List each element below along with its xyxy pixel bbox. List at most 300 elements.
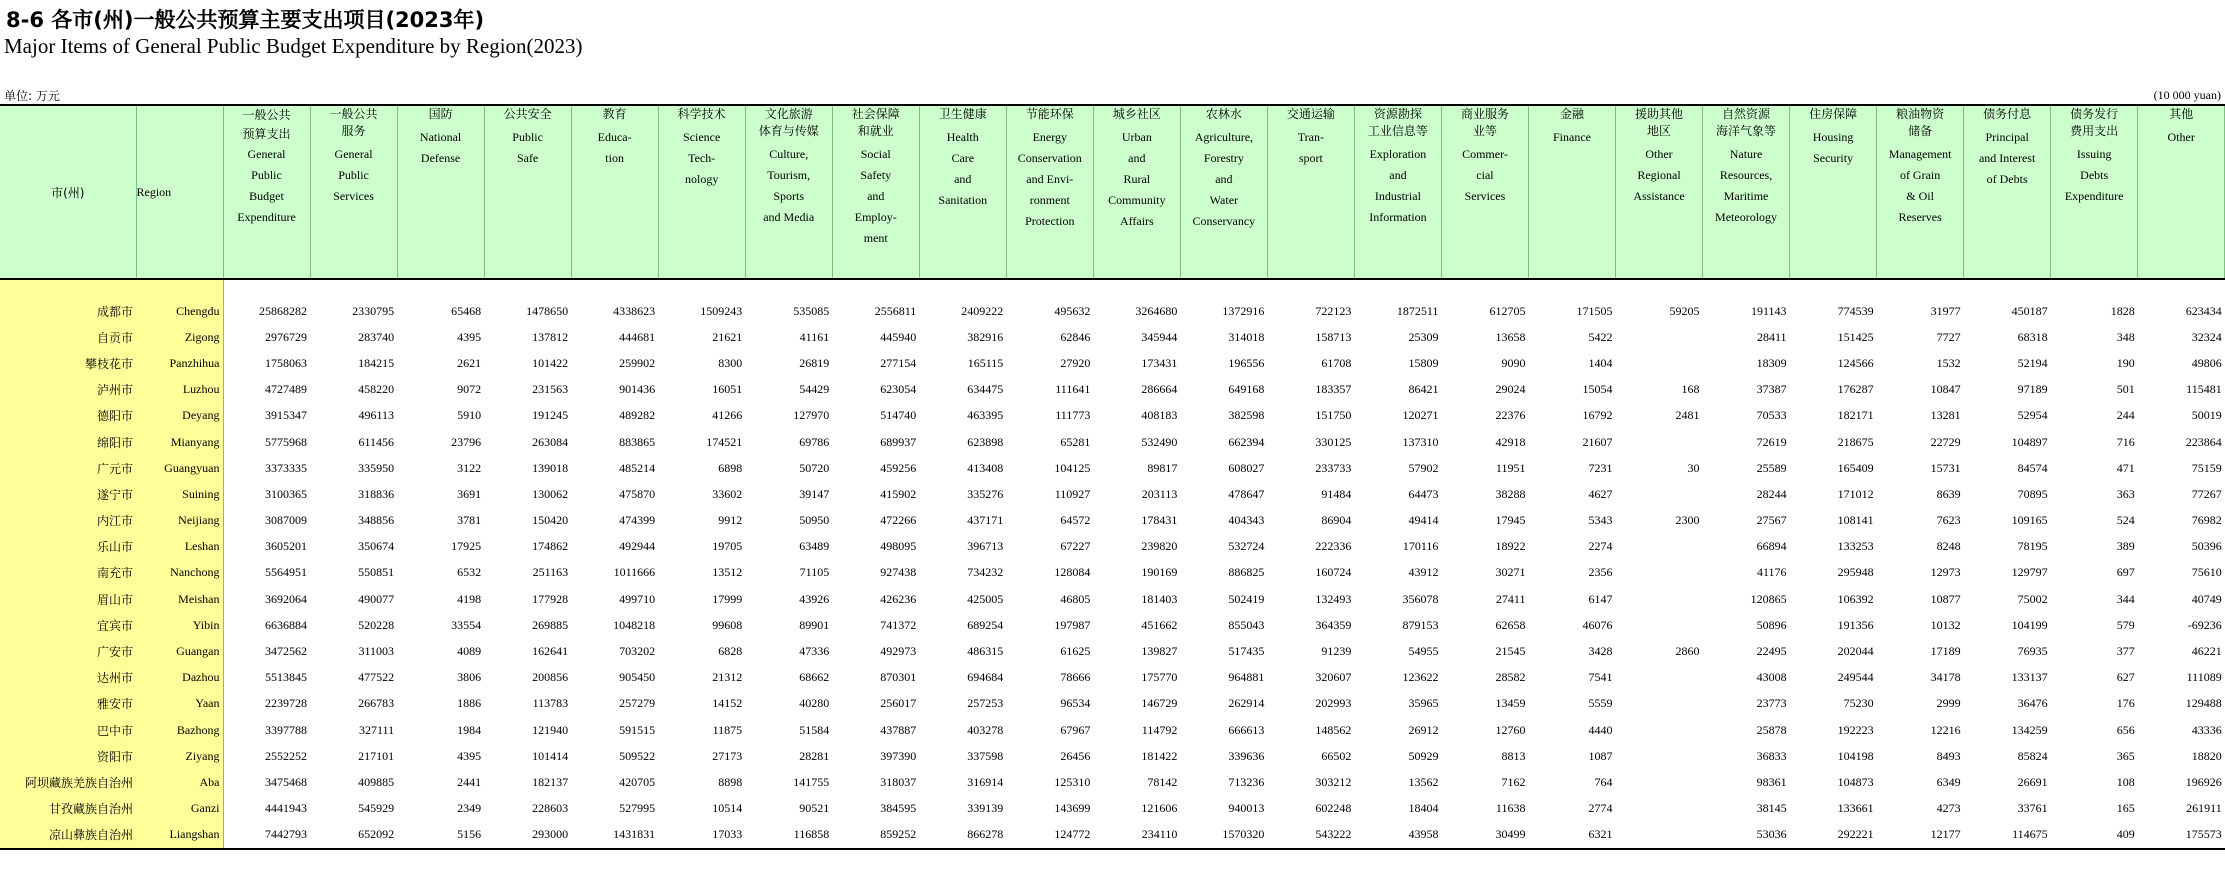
region-name-en: Mianyang [136, 429, 223, 455]
table-cell: 866278 [919, 822, 1006, 849]
table-cell: 143699 [1054, 801, 1091, 816]
table-cell: 98361 [1756, 774, 1787, 789]
header-col-label-cn: 节能环保 [1025, 107, 1074, 121]
header-col-label-en: Exploration and Industrial Information [1369, 147, 1427, 224]
region-name-cn: 乐山市 [0, 534, 136, 560]
table-cell: 90521 [799, 801, 830, 816]
table-cell: 2976729 [265, 329, 308, 344]
table-cell: 8813 [1501, 748, 1526, 763]
table-cell: 7442793 [223, 822, 310, 849]
table-cell: 196556 [1228, 355, 1265, 370]
table-cell: 451662 [1141, 617, 1178, 632]
table-cell: 182137 [532, 774, 569, 789]
header-region-en: Region [136, 105, 223, 279]
table-cell: 10877 [1930, 591, 1961, 606]
table-cell: 111089 [2186, 670, 2222, 685]
table-cell: 2552252 [265, 748, 308, 763]
table-cell: 471 [2116, 460, 2135, 475]
table-cell: 689254 [967, 617, 1004, 632]
region-name-cn: 遂宁市 [0, 481, 136, 507]
table-cell: 170116 [1402, 539, 1439, 554]
table-row [0, 638, 2225, 664]
table-cell: 3691 [457, 486, 482, 501]
table-cell: 43336 [2191, 722, 2222, 737]
header-col-label-en: Educa- tion [597, 130, 632, 165]
table-cell: 171505 [1576, 303, 1613, 318]
table-cell: 197987 [1054, 617, 1091, 632]
table-cell: 327111 [358, 722, 395, 737]
table-cell: 89817 [1147, 460, 1178, 475]
table-cell: 579 [2116, 617, 2135, 632]
table-cell: 335950 [358, 460, 395, 475]
header-col-label-cn: 农林水 [1205, 107, 1242, 121]
table-row [0, 665, 2225, 691]
header-col-22 [2138, 105, 2225, 279]
table-row [0, 586, 2225, 612]
table-cell: 3264680 [1135, 303, 1178, 318]
table-cell: 160724 [1315, 565, 1352, 580]
table-cell: 602248 [1315, 801, 1352, 816]
table-cell: 104125 [1054, 460, 1091, 475]
table-cell: 21621 [712, 329, 743, 344]
table-cell: 130062 [532, 486, 569, 501]
table-cell: 1372916 [1222, 303, 1265, 318]
table-cell: 175770 [1141, 670, 1178, 685]
table-cell: 50720 [799, 460, 830, 475]
table-cell: 17945 [1495, 513, 1526, 528]
table-cell: 662394 [1228, 434, 1265, 449]
table-cell: 176287 [1837, 382, 1874, 397]
table-cell: 339139 [967, 801, 1004, 816]
region-name-en: Aba [136, 769, 223, 795]
table-cell: 12760 [1495, 722, 1526, 737]
table-cell [1616, 691, 1703, 717]
table-cell: 104873 [1837, 774, 1874, 789]
table-cell: 499710 [619, 591, 656, 606]
table-cell: 217101 [358, 748, 395, 763]
header-col-label-cn: 国防 [428, 107, 453, 121]
table-cell: 7231 [1588, 460, 1613, 475]
table-cell: 28411 [1757, 329, 1787, 344]
region-name-en: Guangan [136, 638, 223, 664]
table-cell: 649168 [1228, 382, 1265, 397]
table-cell: 4198 [457, 591, 482, 606]
table-cell: 171012 [1837, 486, 1874, 501]
table-cell: 9072 [457, 382, 482, 397]
table-cell: 23796 [451, 434, 482, 449]
table-row [0, 298, 2225, 324]
table-cell: 11875 [712, 722, 743, 737]
table-cell: 320607 [1315, 670, 1352, 685]
table-cell: 437887 [880, 722, 917, 737]
table-cell: 30 [1687, 460, 1700, 475]
header-row [0, 105, 2225, 279]
table-cell: 509522 [619, 748, 656, 763]
table-cell: 68662 [799, 670, 830, 685]
table-cell: 174521 [706, 434, 743, 449]
header-col-15 [1528, 105, 1615, 279]
table-cell: 9912 [718, 513, 743, 528]
table-cell: 2274 [1588, 539, 1613, 554]
table-cell: 19705 [712, 539, 743, 554]
table-cell: 109165 [2011, 513, 2048, 528]
table-cell: 3428 [1588, 644, 1613, 659]
table-cell: 21607 [1582, 434, 1613, 449]
table-cell: 15809 [1408, 355, 1439, 370]
table-cell: 18404 [1408, 801, 1439, 816]
table-row [0, 560, 2225, 586]
table-row [0, 612, 2225, 638]
table-cell: 50896 [1756, 617, 1787, 632]
table-cell: 18820 [2191, 748, 2222, 763]
table-cell: 111773 [1055, 408, 1091, 423]
table-cell: 129797 [2011, 565, 2048, 580]
table-row [0, 743, 2225, 769]
table-cell: 12177 [1877, 822, 1964, 849]
table-cell: 99608 [712, 617, 743, 632]
table-cell: 859252 [832, 822, 919, 849]
table-cell: 4338623 [613, 303, 656, 318]
header-col-label-cn: 公共安全 [503, 107, 552, 121]
table-cell: 96534 [1060, 696, 1091, 711]
header-col-label-en: Finance [1552, 130, 1591, 144]
table-cell: 18922 [1495, 539, 1526, 554]
table-cell: 17925 [451, 539, 482, 554]
table-cell: 7541 [1588, 670, 1613, 685]
table-cell: 89901 [799, 617, 830, 632]
table-cell: 608027 [1228, 460, 1265, 475]
table-cell: 38288 [1495, 486, 1526, 501]
table-cell: 63489 [799, 539, 830, 554]
header-col-label-cn: 粮油物资 储备 [1896, 107, 1945, 138]
table-cell: 148562 [1315, 722, 1352, 737]
table-cell: 2556811 [874, 303, 917, 318]
table-cell: 139827 [1141, 644, 1178, 659]
table-cell: 31977 [1930, 303, 1961, 318]
table-cell: 70533 [1756, 408, 1787, 423]
table-cell: 10847 [1930, 382, 1961, 397]
table-cell: 485214 [619, 460, 656, 475]
table-cell: 490077 [358, 591, 395, 606]
table-cell: 85824 [2017, 748, 2048, 763]
table-cell: 151750 [1315, 408, 1352, 423]
header-col-3 [484, 105, 571, 279]
table-cell: 21545 [1495, 644, 1526, 659]
table-cell: 133661 [1837, 801, 1874, 816]
table-cell: 6321 [1528, 822, 1615, 849]
table-cell: 17033 [658, 822, 745, 849]
table-cell: 486315 [967, 644, 1004, 659]
table-cell: 444681 [619, 329, 656, 344]
table-cell: 277154 [880, 355, 917, 370]
table-cell: 175573 [2138, 822, 2225, 849]
table-cell: 855043 [1228, 617, 1265, 632]
table-row [0, 377, 2225, 403]
table-row [0, 429, 2225, 455]
table-cell: 4273 [1936, 801, 1961, 816]
table-cell: 222336 [1315, 539, 1352, 554]
table-cell [1616, 429, 1703, 455]
table-cell: 764 [1594, 774, 1613, 789]
header-col-label-en: Commer- cial Services [1462, 147, 1508, 203]
table-cell: 514740 [880, 408, 917, 423]
table-cell: 233733 [1315, 460, 1352, 475]
table-cell: 303212 [1315, 774, 1352, 789]
table-cell: 426236 [880, 591, 917, 606]
table-cell: 13512 [712, 565, 743, 580]
table-cell: 91484 [1321, 486, 1352, 501]
header-col-label-en: Public Safe [512, 130, 543, 165]
table-cell: 202044 [1837, 644, 1874, 659]
region-name-cn: 攀枝花市 [0, 350, 136, 376]
table-cell [1616, 560, 1703, 586]
header-col-label-cn: 城乡社区 [1112, 107, 1161, 121]
table-cell: 29024 [1495, 382, 1526, 397]
table-cell: 239820 [1141, 539, 1178, 554]
header-col-label-cn: 金融 [1559, 107, 1584, 121]
table-cell: 8898 [718, 774, 743, 789]
table-cell: 137812 [532, 329, 569, 344]
table-cell: 17189 [1930, 644, 1961, 659]
table-cell: 741372 [880, 617, 917, 632]
table-cell: 927438 [880, 565, 917, 580]
table-cell: 413408 [967, 460, 1004, 475]
header-col-9 [1006, 105, 1093, 279]
table-cell: 261911 [2186, 801, 2222, 816]
header-col-20 [1964, 105, 2051, 279]
table-cell: 113783 [532, 696, 569, 711]
header-col-label-en: Health Care and Sanitation [938, 130, 988, 207]
header-col-label-en: Energy Conservation and Envi- ronment Protection [1017, 130, 1082, 228]
header-col-label-en: Agriculture, Forestry and Water Conservancy [1192, 130, 1256, 228]
table-cell: 623434 [2185, 303, 2222, 318]
table-cell: 33554 [451, 617, 482, 632]
table-cell: 520228 [358, 617, 395, 632]
table-cell: 474399 [619, 513, 656, 528]
region-name-cn: 广元市 [0, 455, 136, 481]
table-cell: 101414 [532, 748, 569, 763]
table-cell [1616, 586, 1703, 612]
table-cell: 78195 [2017, 539, 2048, 554]
table-cell: 132493 [1315, 591, 1352, 606]
table-cell: 535085 [793, 303, 830, 318]
table-cell: 78142 [1147, 774, 1178, 789]
table-cell: 30499 [1441, 822, 1528, 849]
region-name-cn: 泸州市 [0, 377, 136, 403]
header-col-2 [397, 105, 484, 279]
table-cell: 22376 [1495, 408, 1526, 423]
expenditure-table [0, 104, 2225, 850]
table-cell: 527995 [619, 801, 656, 816]
table-cell: 384595 [880, 801, 917, 816]
table-cell: 286664 [1141, 382, 1178, 397]
table-cell: 339636 [1228, 748, 1265, 763]
table-cell: 50929 [1408, 748, 1439, 763]
header-col-7 [832, 105, 919, 279]
table-cell: 477522 [358, 670, 395, 685]
table-cell: 249544 [1837, 670, 1874, 685]
table-cell: 652092 [310, 822, 397, 849]
header-col-label-en: Tran- sport [1297, 130, 1324, 165]
table-cell: 3100365 [265, 486, 308, 501]
table-cell: 64473 [1408, 486, 1439, 501]
table-cell: 5513845 [265, 670, 308, 685]
region-name-en: Ziyang [136, 743, 223, 769]
table-cell: 404343 [1228, 513, 1265, 528]
table-cell: 77267 [2191, 486, 2222, 501]
table-cell [1616, 743, 1703, 769]
header-col-label-cn: 一般公共 预算支出 [242, 108, 291, 141]
table-cell: 133253 [1837, 539, 1874, 554]
table-cell: 104199 [2011, 617, 2048, 632]
table-cell: 121606 [1141, 801, 1178, 816]
table-cell: 478647 [1228, 486, 1265, 501]
table-cell: 496113 [358, 408, 395, 423]
table-cell: 68318 [2017, 329, 2048, 344]
table-cell: 22495 [1756, 644, 1787, 659]
table-cell: 492973 [880, 644, 917, 659]
table-cell: 57902 [1408, 460, 1439, 475]
header-col-18 [1790, 105, 1877, 279]
table-cell: 8493 [1936, 748, 1961, 763]
table-cell: 2774 [1588, 801, 1613, 816]
table-cell: 28582 [1495, 670, 1526, 685]
table-cell: 964881 [1228, 670, 1265, 685]
table-cell: 905450 [619, 670, 656, 685]
table-cell: 356078 [1402, 591, 1439, 606]
table-cell: 223864 [2185, 434, 2222, 449]
header-col-0 [223, 105, 310, 279]
header-col-label-cn: 自然资源 海洋气象等 [1716, 107, 1777, 138]
table-cell: 196926 [2185, 774, 2222, 789]
table-cell: 23773 [1756, 696, 1787, 711]
table-cell: 61708 [1321, 355, 1352, 370]
table-cell: 97189 [2017, 382, 2048, 397]
table-cell: 5910 [457, 408, 482, 423]
table-cell: 335276 [967, 486, 1004, 501]
table-cell: 158713 [1315, 329, 1352, 344]
table-cell: 263084 [532, 434, 569, 449]
table-cell: 12973 [1930, 565, 1961, 580]
table-cell: 13281 [1930, 408, 1961, 423]
table-cell: 623898 [967, 434, 1004, 449]
table-cell: 42918 [1495, 434, 1526, 449]
table-title-en: Major Items of General Public Budget Expenditure by Region(2023) [4, 34, 583, 58]
table-cell [1616, 822, 1703, 849]
region-name-cn: 广安市 [0, 638, 136, 664]
table-cell: 244 [2116, 408, 2135, 423]
table-cell: 532490 [1141, 434, 1178, 449]
table-cell: 116858 [745, 822, 832, 849]
table-cell: 228603 [532, 801, 569, 816]
table-cell: 67227 [1060, 539, 1091, 554]
table-cell: 1404 [1588, 355, 1613, 370]
table-cell: 713236 [1228, 774, 1265, 789]
table-cell: 1087 [1588, 748, 1613, 763]
table-cell: 174862 [532, 539, 569, 554]
table-cell: 21312 [712, 670, 743, 685]
table-cell: 9090 [1501, 355, 1526, 370]
header-col-label-cn: 资源勘探 工业信息等 [1367, 107, 1428, 138]
header-col-17 [1703, 105, 1790, 279]
table-cell: 3122 [457, 460, 482, 475]
table-cell: 365 [2116, 748, 2135, 763]
header-col-label-cn: 债务发行 费用支出 [2070, 107, 2119, 138]
table-cell: 22729 [1930, 434, 1961, 449]
header-col-5 [658, 105, 745, 279]
table-cell: 111641 [1055, 382, 1091, 397]
table-cell: 627 [2116, 670, 2135, 685]
table-row [0, 717, 2225, 743]
table-cell: 33761 [2017, 801, 2048, 816]
region-name-en: Guangyuan [136, 455, 223, 481]
table-cell: 472266 [880, 513, 917, 528]
table-cell: 396713 [967, 539, 1004, 554]
header-col-label-en: Culture, Tourism, Sports and Media [763, 147, 815, 224]
table-cell: 200856 [532, 670, 569, 685]
region-name-en: Luzhou [136, 377, 223, 403]
header-col-8 [919, 105, 1006, 279]
region-name-cn: 南充市 [0, 560, 136, 586]
header-col-label-en: Other Regional Assistance [1633, 147, 1685, 203]
table-cell: 377 [2116, 644, 2135, 659]
table-cell: 128084 [1054, 565, 1091, 580]
header-col-label-cn: 科学技术 [677, 107, 726, 121]
table-cell: 345944 [1141, 329, 1178, 344]
table-cell: 165115 [967, 355, 1004, 370]
table-cell: 25309 [1408, 329, 1439, 344]
table-cell: 127970 [793, 408, 830, 423]
unit-label-en: (10 000 yuan) [2153, 88, 2221, 102]
table-cell: 65468 [451, 303, 482, 318]
table-cell: 6828 [718, 644, 743, 659]
table-cell: 176 [2116, 696, 2135, 711]
table-cell: 292221 [1790, 822, 1877, 849]
region-name-en: Nanchong [136, 560, 223, 586]
table-cell: 41176 [1757, 565, 1787, 580]
table-cell: 330125 [1315, 434, 1352, 449]
table-cell: 409885 [358, 774, 395, 789]
table-cell: 162641 [532, 644, 569, 659]
table-cell: 501 [2116, 382, 2135, 397]
region-name-en: Leshan [136, 534, 223, 560]
table-cell: 5559 [1588, 696, 1613, 711]
table-cell: 41161 [799, 329, 830, 344]
header-col-label-cn: 教育 [602, 107, 627, 121]
table-cell: 15054 [1582, 382, 1613, 397]
header-col-label-cn: 债务付息 [1983, 107, 2032, 121]
header-col-11 [1180, 105, 1267, 279]
table-cell: 1431831 [571, 822, 658, 849]
table-cell: 50950 [799, 513, 830, 528]
region-name-en: Neijiang [136, 508, 223, 534]
table-cell: 168 [1681, 382, 1700, 397]
table-cell: 37387 [1756, 382, 1787, 397]
table-cell: 257279 [619, 696, 656, 711]
table-cell: 75159 [2191, 460, 2222, 475]
table-cell: 12216 [1930, 722, 1961, 737]
table-cell: 165409 [1837, 460, 1874, 475]
table-cell: 91239 [1321, 644, 1352, 659]
table-cell: 125310 [1054, 774, 1091, 789]
table-cell: 7162 [1501, 774, 1526, 789]
table-cell: 46805 [1060, 591, 1091, 606]
table-cell: 35965 [1408, 696, 1439, 711]
header-col-label-en: Science Tech- nology [683, 130, 721, 186]
table-cell: 259902 [619, 355, 656, 370]
table-cell: 40749 [2191, 591, 2222, 606]
table-cell: 27411 [1495, 591, 1526, 606]
